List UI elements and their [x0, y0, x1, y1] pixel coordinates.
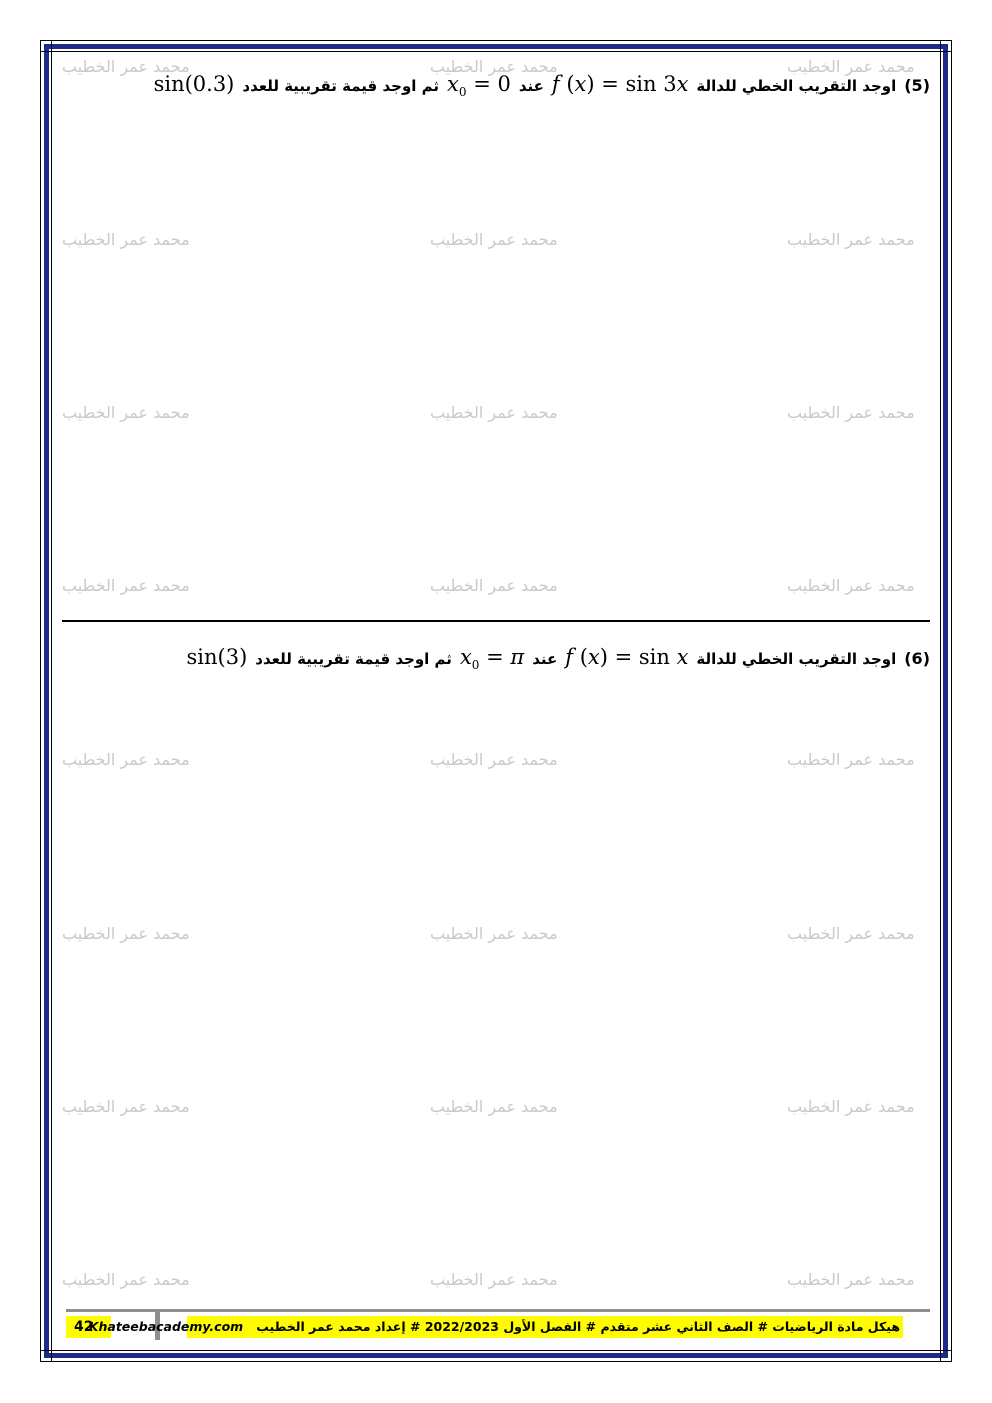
frame-corner — [940, 40, 952, 52]
footer-caption — [88, 1316, 903, 1338]
watermark-text: محمد عمر الخطيب — [62, 230, 190, 249]
page-number: 42 — [66, 1316, 111, 1338]
watermark-text: محمد عمر الخطيب — [430, 1270, 558, 1289]
watermark-text: محمد عمر الخطيب — [62, 924, 190, 943]
value-expression: sin(0.3) — [153, 72, 235, 96]
watermark-text: محمد عمر الخطيب — [430, 576, 558, 595]
value-expression: sin(3) — [186, 645, 248, 669]
watermark-text: محمد عمر الخطيب — [430, 750, 558, 769]
function-expression: f (x) = sin 3x — [551, 72, 689, 96]
watermark-text: محمد عمر الخطيب — [62, 57, 190, 76]
section-divider — [62, 620, 930, 622]
watermark-text: محمد عمر الخطيب — [787, 1097, 915, 1116]
footer-rule — [66, 1309, 930, 1312]
point-expression: $x_0 = \pi$ — [459, 645, 525, 673]
frame-corner — [940, 1350, 952, 1362]
question-number: (6) — [904, 649, 930, 668]
watermark-text: محمد عمر الخطيب — [430, 230, 558, 249]
point-expression: $x_0 = 0$ — [447, 72, 511, 100]
watermark-text: محمد عمر الخطيب — [430, 924, 558, 943]
watermark-text: محمد عمر الخطيب — [787, 750, 915, 769]
watermark-text: محمد عمر الخطيب — [62, 576, 190, 595]
watermark-text: محمد عمر الخطيب — [62, 403, 190, 422]
watermark-text: محمد عمر الخطيب — [787, 57, 915, 76]
footer-site-link[interactable]: Khateebacademy.com — [88, 1319, 244, 1334]
watermark-text: محمد عمر الخطيب — [787, 230, 915, 249]
question-6 — [187, 645, 930, 672]
watermark-text: محمد عمر الخطيب — [62, 1270, 190, 1289]
watermark-text: محمد عمر الخطيب — [787, 1270, 915, 1289]
watermark-text: محمد عمر الخطيب — [787, 576, 915, 595]
question-text: ثم اوجد قيمة تقريبية للعدد — [242, 77, 440, 95]
question-text: ثم اوجد قيمة تقريبية للعدد — [255, 650, 452, 668]
watermark-text: محمد عمر الخطيب — [430, 403, 558, 422]
watermark-text: محمد عمر الخطيب — [787, 403, 915, 422]
function-expression: f (x) = sin x — [565, 645, 689, 669]
watermark-text: محمد عمر الخطيب — [62, 750, 190, 769]
footer-text: هيكل مادة الرياضيات # الصف الثاني عشر متقدم # الفصل الأول 2022/2023 # إعداد محمد عمر الخطيب — [256, 1319, 900, 1334]
watermark-text: محمد عمر الخطيب — [62, 1097, 190, 1116]
watermark-text: محمد عمر الخطيب — [430, 57, 558, 76]
question-text: عند — [518, 77, 544, 95]
frame-corner — [40, 1350, 52, 1362]
question-number: (5) — [904, 76, 930, 95]
question-5 — [154, 72, 930, 99]
question-text: اوجد التقريب الخطي للدالة — [696, 77, 897, 95]
watermark-text: محمد عمر الخطيب — [430, 1097, 558, 1116]
watermark-text: محمد عمر الخطيب — [787, 924, 915, 943]
frame-corner — [40, 40, 52, 52]
question-text: اوجد التقريب الخطي للدالة — [696, 650, 897, 668]
question-text: عند — [532, 650, 558, 668]
